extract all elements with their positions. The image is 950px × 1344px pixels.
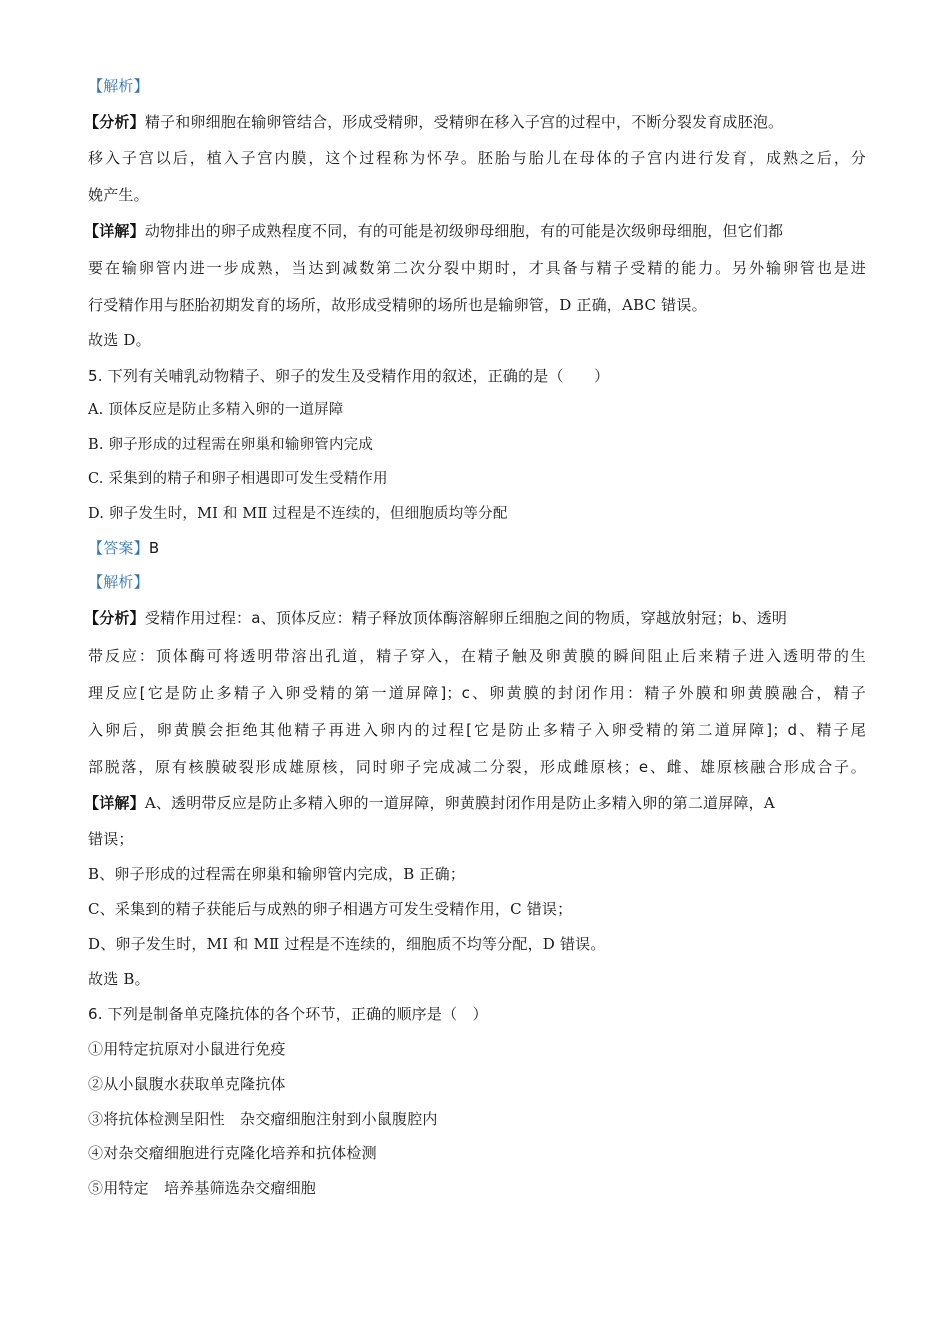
answer-value: B (148, 539, 160, 557)
question-6-item-5: ⑤用特定 培养基筛选杂交瘤细胞 (88, 1179, 317, 1197)
xiangjie-tag: 【详解】 (84, 222, 145, 240)
question-6-item-1: ①用特定抗原对小鼠进行免疫 (88, 1040, 286, 1058)
fenxi-paragraph-line (84, 608, 787, 628)
fenxi-paragraph-line (84, 112, 783, 132)
question-6-item-3: ③将抗体检测呈阳性 杂交瘤细胞注射到小鼠腹腔内 (88, 1110, 438, 1128)
xiangjie-paragraph-line: 要在输卵管内进一步成熟，当达到减数第二次分裂中期时，才具备与精子受精的能力。另外输卵管也是进 (88, 259, 866, 277)
conclusion: 故选 B。 (88, 970, 150, 988)
question-5-option-d: D. 卵子发生时，MⅠ 和 MⅡ 过程是不连续的，但细胞质均等分配 (88, 506, 508, 522)
question-5-option-c: C. 采集到的精子和卵子相遇即可发生受精作用 (88, 471, 388, 487)
question-6-item-2: ②从小鼠腹水获取单克隆抗体 (88, 1075, 286, 1093)
xiangjie-paragraph-line (84, 793, 775, 813)
answer-line (88, 538, 159, 558)
fenxi-paragraph-line: 部脱落，原有核膜破裂形成雄原核，同时卵子完成减二分裂，形成雌原核；e、雌、雄原核融合形成合子。 (88, 758, 866, 776)
question-5-stem: 5. 下列有关哺乳动物精子、卵子的发生及受精作用的叙述，正确的是（ ） (88, 367, 610, 385)
xiangjie-paragraph-line: D、卵子发生时，MⅠ 和 MⅡ 过程是不连续的，细胞质不均等分配，D 错误。 (88, 935, 606, 953)
xiangjie-text: A、透明带反应是防止多精入卵的一道屏障，卵黄膜封闭作用是防止多精入卵的第二道屏障，A (144, 794, 775, 812)
xiangjie-paragraph-line: B、卵子形成的过程需在卵巢和输卵管内完成，B 正确； (88, 865, 466, 883)
xiangjie-paragraph-line (84, 221, 783, 241)
fenxi-text: 受精作用过程：a、顶体反应：精子释放顶体酶溶解卵丘细胞之间的物质，穿越放射冠；b、透明 (144, 609, 788, 627)
xiangjie-text: 动物排出的卵子成熟程度不同，有的可能是初级卵母细胞，有的可能是次级卵母细胞，但它们都 (144, 222, 784, 240)
question-5-option-a: A. 顶体反应是防止多精入卵的一道屏障 (88, 402, 344, 418)
fenxi-text: 精子和卵细胞在输卵管结合，形成受精卵，受精卵在移入子宫的过程中，不断分裂发育成胚泡。 (144, 113, 784, 131)
fenxi-tag: 【分析】 (84, 609, 145, 627)
xiangjie-paragraph-line: C、采集到的精子获能后与成熟的卵子相遇方可发生受精作用，C 错误； (88, 900, 573, 918)
fenxi-paragraph-line: 理反应[它是防止多精子入卵受精的第一道屏障]；c、卵黄膜的封闭作用：精子外膜和卵黄膜融合，精子 (88, 684, 866, 702)
question-6-item-4: ④对杂交瘤细胞进行克隆化培养和抗体检测 (88, 1144, 377, 1162)
xiangjie-paragraph-line: 行受精作用与胚胎初期发育的场所，故形成受精卵的场所也是输卵管，D 正确，ABC 错误。 (88, 296, 707, 314)
fenxi-paragraph-line: 移入子宫以后，植入子宫内膜，这个过程称为怀孕。胚胎与胎儿在母体的子宫内进行发育，成熟之后，分 (88, 149, 866, 167)
conclusion: 故选 D。 (88, 331, 151, 349)
xiangjie-tag: 【详解】 (84, 794, 145, 812)
fenxi-paragraph-line: 入卵后，卵黄膜会拒绝其他精子再进入卵内的过程[它是防止多精子入卵受精的第二道屏障]；d、精子尾 (88, 721, 866, 739)
answer-tag: 【答案】 (88, 539, 149, 557)
fenxi-paragraph-line: 带反应：顶体酶可将透明带溶出孔道，精子穿入，在精子触及卵黄膜的瞬间阻止后来精子进入透明带的生 (88, 647, 866, 665)
fenxi-paragraph-line: 娩产生。 (88, 186, 149, 204)
question-5-option-b: B. 卵子形成的过程需在卵巢和输卵管内完成 (88, 437, 374, 453)
jiexi-heading: 【解析】 (88, 573, 149, 591)
jiexi-heading: 【解析】 (88, 77, 149, 95)
fenxi-tag: 【分析】 (84, 113, 145, 131)
question-6-stem: 6. 下列是制备单克隆抗体的各个环节，正确的顺序是（ ） (88, 1005, 488, 1023)
xiangjie-paragraph-line: 错误； (88, 830, 134, 848)
